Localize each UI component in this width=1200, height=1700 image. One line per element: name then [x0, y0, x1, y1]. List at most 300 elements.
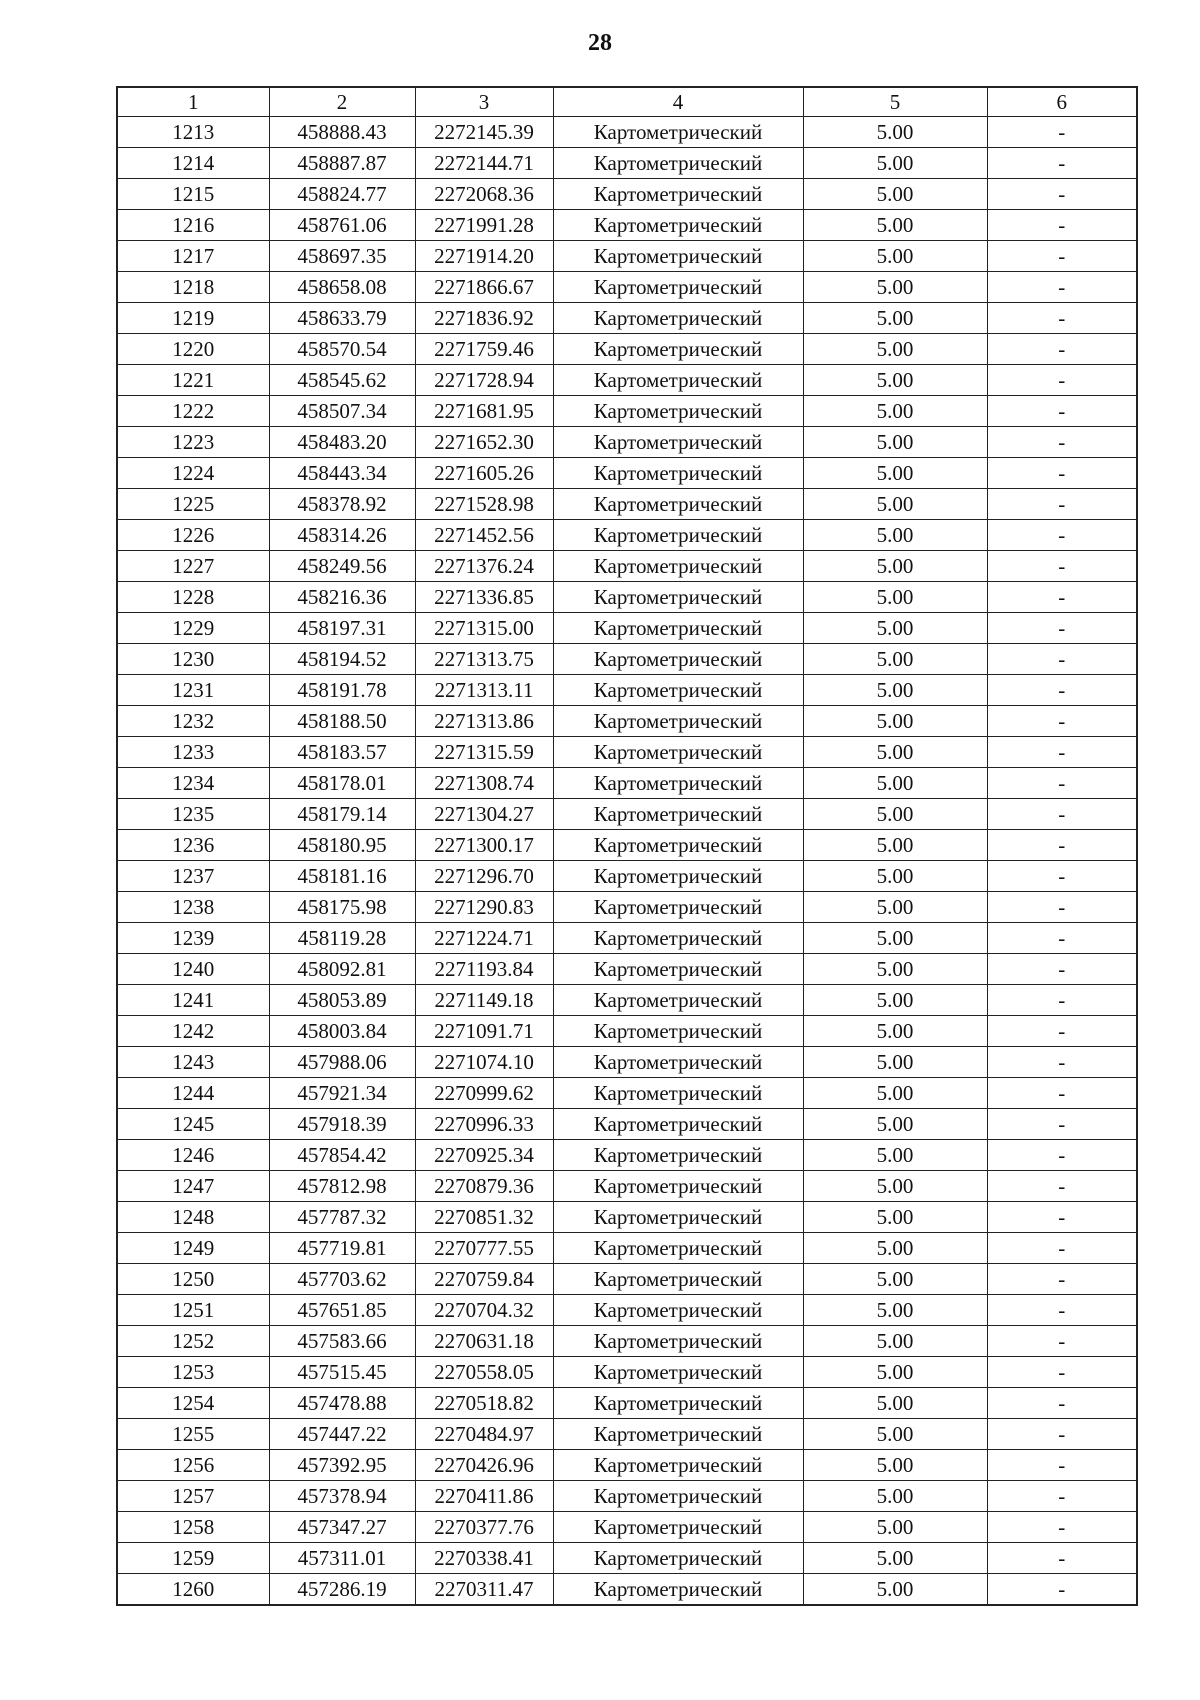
x-coordinate-cell: 458194.52: [269, 644, 415, 675]
x-coordinate-cell: 458179.14: [269, 799, 415, 830]
description-cell: -: [987, 303, 1137, 334]
accuracy-cell: 5.00: [803, 1388, 987, 1419]
x-coordinate-cell: 458761.06: [269, 210, 415, 241]
method-cell: Картометрический: [553, 489, 803, 520]
table-row: [117, 1171, 1137, 1202]
y-coordinate-cell: 2271836.92: [415, 303, 553, 334]
method-cell: Картометрический: [553, 923, 803, 954]
y-coordinate-cell: 2271914.20: [415, 241, 553, 272]
accuracy-cell: 5.00: [803, 768, 987, 799]
description-cell: -: [987, 210, 1137, 241]
accuracy-cell: 5.00: [803, 210, 987, 241]
point-number-cell: 1220: [117, 334, 269, 365]
accuracy-cell: 5.00: [803, 365, 987, 396]
table-row: [117, 1574, 1137, 1606]
x-coordinate-cell: 458053.89: [269, 985, 415, 1016]
point-number-cell: 1253: [117, 1357, 269, 1388]
point-number-cell: 1246: [117, 1140, 269, 1171]
x-coordinate-cell: 457286.19: [269, 1574, 415, 1606]
x-coordinate-cell: 458483.20: [269, 427, 415, 458]
method-cell: Картометрический: [553, 985, 803, 1016]
point-number-cell: 1213: [117, 117, 269, 148]
method-cell: Картометрический: [553, 613, 803, 644]
page-number: 28: [588, 30, 612, 56]
description-cell: -: [987, 737, 1137, 768]
point-number-cell: 1227: [117, 551, 269, 582]
y-coordinate-cell: 2270311.47: [415, 1574, 553, 1606]
accuracy-cell: 5.00: [803, 1512, 987, 1543]
x-coordinate-cell: 458178.01: [269, 768, 415, 799]
table-row: [117, 1264, 1137, 1295]
point-number-cell: 1255: [117, 1419, 269, 1450]
point-number-cell: 1234: [117, 768, 269, 799]
column-header: 6: [987, 87, 1137, 117]
table-row: [117, 551, 1137, 582]
accuracy-cell: 5.00: [803, 830, 987, 861]
table-row: [117, 737, 1137, 768]
method-cell: Картометрический: [553, 1047, 803, 1078]
description-cell: -: [987, 1419, 1137, 1450]
method-cell: Картометрический: [553, 551, 803, 582]
method-cell: Картометрический: [553, 1543, 803, 1574]
y-coordinate-cell: 2270925.34: [415, 1140, 553, 1171]
table-row: [117, 1078, 1137, 1109]
table-row: [117, 1109, 1137, 1140]
y-coordinate-cell: 2271728.94: [415, 365, 553, 396]
x-coordinate-cell: 458183.57: [269, 737, 415, 768]
description-cell: -: [987, 892, 1137, 923]
description-cell: -: [987, 768, 1137, 799]
x-coordinate-cell: 458658.08: [269, 272, 415, 303]
y-coordinate-cell: 2271605.26: [415, 458, 553, 489]
table-row: [117, 117, 1137, 148]
accuracy-cell: 5.00: [803, 1202, 987, 1233]
accuracy-cell: 5.00: [803, 179, 987, 210]
y-coordinate-cell: 2272144.71: [415, 148, 553, 179]
method-cell: Картометрический: [553, 799, 803, 830]
method-cell: Картометрический: [553, 1202, 803, 1233]
point-number-cell: 1235: [117, 799, 269, 830]
table-row: [117, 1202, 1137, 1233]
accuracy-cell: 5.00: [803, 1140, 987, 1171]
x-coordinate-cell: 458824.77: [269, 179, 415, 210]
x-coordinate-cell: 458507.34: [269, 396, 415, 427]
y-coordinate-cell: 2271091.71: [415, 1016, 553, 1047]
description-cell: -: [987, 458, 1137, 489]
accuracy-cell: 5.00: [803, 1574, 987, 1606]
y-coordinate-cell: 2271074.10: [415, 1047, 553, 1078]
method-cell: Картометрический: [553, 303, 803, 334]
y-coordinate-cell: 2271991.28: [415, 210, 553, 241]
point-number-cell: 1243: [117, 1047, 269, 1078]
x-coordinate-cell: 458175.98: [269, 892, 415, 923]
description-cell: -: [987, 1171, 1137, 1202]
table-row: [117, 489, 1137, 520]
accuracy-cell: 5.00: [803, 241, 987, 272]
x-coordinate-cell: 458180.95: [269, 830, 415, 861]
accuracy-cell: 5.00: [803, 1109, 987, 1140]
description-cell: -: [987, 1388, 1137, 1419]
description-cell: -: [987, 1574, 1137, 1606]
y-coordinate-cell: 2271866.67: [415, 272, 553, 303]
point-number-cell: 1236: [117, 830, 269, 861]
description-cell: -: [987, 1481, 1137, 1512]
method-cell: Картометрический: [553, 272, 803, 303]
x-coordinate-cell: 458545.62: [269, 365, 415, 396]
y-coordinate-cell: 2271290.83: [415, 892, 553, 923]
x-coordinate-cell: 458633.79: [269, 303, 415, 334]
y-coordinate-cell: 2271313.75: [415, 644, 553, 675]
point-number-cell: 1258: [117, 1512, 269, 1543]
point-number-cell: 1245: [117, 1109, 269, 1140]
accuracy-cell: 5.00: [803, 1233, 987, 1264]
method-cell: Картометрический: [553, 458, 803, 489]
point-number-cell: 1251: [117, 1295, 269, 1326]
method-cell: Картометрический: [553, 1109, 803, 1140]
accuracy-cell: 5.00: [803, 272, 987, 303]
description-cell: -: [987, 1326, 1137, 1357]
accuracy-cell: 5.00: [803, 1450, 987, 1481]
table-row: [117, 1357, 1137, 1388]
point-number-cell: 1250: [117, 1264, 269, 1295]
x-coordinate-cell: 458191.78: [269, 675, 415, 706]
description-cell: -: [987, 1450, 1137, 1481]
accuracy-cell: 5.00: [803, 737, 987, 768]
y-coordinate-cell: 2271193.84: [415, 954, 553, 985]
x-coordinate-cell: 458197.31: [269, 613, 415, 644]
table-row: [117, 1481, 1137, 1512]
description-cell: -: [987, 1109, 1137, 1140]
table-row: [117, 706, 1137, 737]
table-row: [117, 1388, 1137, 1419]
description-cell: -: [987, 1295, 1137, 1326]
point-number-cell: 1249: [117, 1233, 269, 1264]
column-header: 1: [117, 87, 269, 117]
x-coordinate-cell: 458443.34: [269, 458, 415, 489]
y-coordinate-cell: 2270996.33: [415, 1109, 553, 1140]
point-number-cell: 1229: [117, 613, 269, 644]
x-coordinate-cell: 457478.88: [269, 1388, 415, 1419]
accuracy-cell: 5.00: [803, 1357, 987, 1388]
point-number-cell: 1233: [117, 737, 269, 768]
accuracy-cell: 5.00: [803, 799, 987, 830]
accuracy-cell: 5.00: [803, 489, 987, 520]
accuracy-cell: 5.00: [803, 954, 987, 985]
x-coordinate-cell: 457392.95: [269, 1450, 415, 1481]
method-cell: Картометрический: [553, 1264, 803, 1295]
description-cell: -: [987, 985, 1137, 1016]
description-cell: -: [987, 1078, 1137, 1109]
description-cell: -: [987, 1140, 1137, 1171]
y-coordinate-cell: 2270558.05: [415, 1357, 553, 1388]
y-coordinate-cell: 2271296.70: [415, 861, 553, 892]
x-coordinate-cell: 457988.06: [269, 1047, 415, 1078]
method-cell: Картометрический: [553, 427, 803, 458]
table-row: [117, 1419, 1137, 1450]
description-cell: -: [987, 1233, 1137, 1264]
method-cell: Картометрический: [553, 241, 803, 272]
table-row: [117, 985, 1137, 1016]
column-header: 2: [269, 87, 415, 117]
y-coordinate-cell: 2271528.98: [415, 489, 553, 520]
table-row: [117, 148, 1137, 179]
point-number-cell: 1221: [117, 365, 269, 396]
x-coordinate-cell: 458092.81: [269, 954, 415, 985]
point-number-cell: 1215: [117, 179, 269, 210]
point-number-cell: 1223: [117, 427, 269, 458]
point-number-cell: 1242: [117, 1016, 269, 1047]
method-cell: Картометрический: [553, 1326, 803, 1357]
point-number-cell: 1230: [117, 644, 269, 675]
table-body: [117, 117, 1137, 1606]
table-row: [117, 210, 1137, 241]
y-coordinate-cell: 2271452.56: [415, 520, 553, 551]
table-row: [117, 272, 1137, 303]
description-cell: -: [987, 1357, 1137, 1388]
method-cell: Картометрический: [553, 1388, 803, 1419]
method-cell: Картометрический: [553, 954, 803, 985]
point-number-cell: 1226: [117, 520, 269, 551]
description-cell: -: [987, 520, 1137, 551]
y-coordinate-cell: 2271313.11: [415, 675, 553, 706]
table-row: [117, 954, 1137, 985]
accuracy-cell: 5.00: [803, 551, 987, 582]
point-number-cell: 1222: [117, 396, 269, 427]
point-number-cell: 1232: [117, 706, 269, 737]
method-cell: Картометрический: [553, 1419, 803, 1450]
x-coordinate-cell: 457787.32: [269, 1202, 415, 1233]
description-cell: -: [987, 241, 1137, 272]
point-number-cell: 1228: [117, 582, 269, 613]
method-cell: Картометрический: [553, 675, 803, 706]
y-coordinate-cell: 2271759.46: [415, 334, 553, 365]
point-number-cell: 1224: [117, 458, 269, 489]
x-coordinate-cell: 458570.54: [269, 334, 415, 365]
point-number-cell: 1256: [117, 1450, 269, 1481]
x-coordinate-cell: 457447.22: [269, 1419, 415, 1450]
method-cell: Картометрический: [553, 117, 803, 148]
x-coordinate-cell: 458888.43: [269, 117, 415, 148]
accuracy-cell: 5.00: [803, 117, 987, 148]
accuracy-cell: 5.00: [803, 985, 987, 1016]
description-cell: -: [987, 923, 1137, 954]
x-coordinate-cell: 457651.85: [269, 1295, 415, 1326]
accuracy-cell: 5.00: [803, 613, 987, 644]
accuracy-cell: 5.00: [803, 1419, 987, 1450]
y-coordinate-cell: 2271315.59: [415, 737, 553, 768]
x-coordinate-cell: 457812.98: [269, 1171, 415, 1202]
accuracy-cell: 5.00: [803, 458, 987, 489]
table-row: [117, 1326, 1137, 1357]
description-cell: -: [987, 1543, 1137, 1574]
accuracy-cell: 5.00: [803, 644, 987, 675]
method-cell: Картометрический: [553, 1233, 803, 1264]
table-row: [117, 458, 1137, 489]
y-coordinate-cell: 2271315.00: [415, 613, 553, 644]
accuracy-cell: 5.00: [803, 1047, 987, 1078]
table-row: [117, 303, 1137, 334]
x-coordinate-cell: 457921.34: [269, 1078, 415, 1109]
method-cell: Картометрический: [553, 768, 803, 799]
accuracy-cell: 5.00: [803, 1543, 987, 1574]
description-cell: -: [987, 644, 1137, 675]
coordinates-table: [116, 86, 1138, 1606]
table-row: [117, 1047, 1137, 1078]
y-coordinate-cell: 2271681.95: [415, 396, 553, 427]
description-cell: -: [987, 396, 1137, 427]
description-cell: -: [987, 1512, 1137, 1543]
point-number-cell: 1231: [117, 675, 269, 706]
x-coordinate-cell: 458887.87: [269, 148, 415, 179]
column-header: 4: [553, 87, 803, 117]
y-coordinate-cell: 2271149.18: [415, 985, 553, 1016]
method-cell: Картометрический: [553, 210, 803, 241]
x-coordinate-cell: 457918.39: [269, 1109, 415, 1140]
y-coordinate-cell: 2271313.86: [415, 706, 553, 737]
accuracy-cell: 5.00: [803, 520, 987, 551]
description-cell: -: [987, 706, 1137, 737]
table-row: [117, 582, 1137, 613]
description-cell: -: [987, 954, 1137, 985]
method-cell: Картометрический: [553, 737, 803, 768]
point-number-cell: 1239: [117, 923, 269, 954]
table-header: [117, 87, 1137, 117]
y-coordinate-cell: 2270377.76: [415, 1512, 553, 1543]
point-number-cell: 1214: [117, 148, 269, 179]
method-cell: Картометрический: [553, 706, 803, 737]
description-cell: -: [987, 551, 1137, 582]
table-row: [117, 520, 1137, 551]
y-coordinate-cell: 2270518.82: [415, 1388, 553, 1419]
point-number-cell: 1241: [117, 985, 269, 1016]
description-cell: -: [987, 148, 1137, 179]
method-cell: Картометрический: [553, 1171, 803, 1202]
table-row: [117, 675, 1137, 706]
table-row: [117, 179, 1137, 210]
description-cell: -: [987, 489, 1137, 520]
point-number-cell: 1248: [117, 1202, 269, 1233]
point-number-cell: 1247: [117, 1171, 269, 1202]
accuracy-cell: 5.00: [803, 582, 987, 613]
x-coordinate-cell: 457347.27: [269, 1512, 415, 1543]
x-coordinate-cell: 458314.26: [269, 520, 415, 551]
table-row: [117, 1512, 1137, 1543]
accuracy-cell: 5.00: [803, 1326, 987, 1357]
method-cell: Картометрический: [553, 1481, 803, 1512]
point-number-cell: 1238: [117, 892, 269, 923]
method-cell: Картометрический: [553, 179, 803, 210]
x-coordinate-cell: 458216.36: [269, 582, 415, 613]
description-cell: -: [987, 272, 1137, 303]
x-coordinate-cell: 457719.81: [269, 1233, 415, 1264]
method-cell: Картометрический: [553, 1450, 803, 1481]
x-coordinate-cell: 457583.66: [269, 1326, 415, 1357]
accuracy-cell: 5.00: [803, 1171, 987, 1202]
y-coordinate-cell: 2271304.27: [415, 799, 553, 830]
accuracy-cell: 5.00: [803, 706, 987, 737]
accuracy-cell: 5.00: [803, 923, 987, 954]
table-row: [117, 427, 1137, 458]
x-coordinate-cell: 457515.45: [269, 1357, 415, 1388]
x-coordinate-cell: 458249.56: [269, 551, 415, 582]
table-row: [117, 799, 1137, 830]
method-cell: Картометрический: [553, 365, 803, 396]
method-cell: Картометрический: [553, 1078, 803, 1109]
accuracy-cell: 5.00: [803, 1295, 987, 1326]
y-coordinate-cell: 2271652.30: [415, 427, 553, 458]
method-cell: Картометрический: [553, 520, 803, 551]
column-header: 3: [415, 87, 553, 117]
accuracy-cell: 5.00: [803, 1264, 987, 1295]
method-cell: Картометрический: [553, 1295, 803, 1326]
point-number-cell: 1217: [117, 241, 269, 272]
y-coordinate-cell: 2270777.55: [415, 1233, 553, 1264]
table-row: [117, 1140, 1137, 1171]
description-cell: -: [987, 675, 1137, 706]
x-coordinate-cell: 458181.16: [269, 861, 415, 892]
x-coordinate-cell: 458378.92: [269, 489, 415, 520]
point-number-cell: 1254: [117, 1388, 269, 1419]
method-cell: Картометрический: [553, 1016, 803, 1047]
description-cell: -: [987, 117, 1137, 148]
method-cell: Картометрический: [553, 644, 803, 675]
accuracy-cell: 5.00: [803, 675, 987, 706]
table-row: [117, 241, 1137, 272]
table-row: [117, 892, 1137, 923]
y-coordinate-cell: 2271224.71: [415, 923, 553, 954]
method-cell: Картометрический: [553, 148, 803, 179]
y-coordinate-cell: 2270484.97: [415, 1419, 553, 1450]
header-row: [117, 87, 1137, 117]
table-row: [117, 613, 1137, 644]
y-coordinate-cell: 2271376.24: [415, 551, 553, 582]
accuracy-cell: 5.00: [803, 1016, 987, 1047]
y-coordinate-cell: 2270411.86: [415, 1481, 553, 1512]
y-coordinate-cell: 2270879.36: [415, 1171, 553, 1202]
y-coordinate-cell: 2270851.32: [415, 1202, 553, 1233]
x-coordinate-cell: 458003.84: [269, 1016, 415, 1047]
accuracy-cell: 5.00: [803, 303, 987, 334]
y-coordinate-cell: 2272068.36: [415, 179, 553, 210]
description-cell: -: [987, 1016, 1137, 1047]
point-number-cell: 1260: [117, 1574, 269, 1606]
table-row: [117, 644, 1137, 675]
accuracy-cell: 5.00: [803, 148, 987, 179]
description-cell: -: [987, 799, 1137, 830]
method-cell: Картометрический: [553, 1512, 803, 1543]
table-row: [117, 1543, 1137, 1574]
y-coordinate-cell: 2270759.84: [415, 1264, 553, 1295]
x-coordinate-cell: 458697.35: [269, 241, 415, 272]
method-cell: Картометрический: [553, 582, 803, 613]
description-cell: -: [987, 1202, 1137, 1233]
table-row: [117, 830, 1137, 861]
table-row: [117, 1233, 1137, 1264]
method-cell: Картометрический: [553, 830, 803, 861]
description-cell: -: [987, 1264, 1137, 1295]
point-number-cell: 1259: [117, 1543, 269, 1574]
point-number-cell: 1257: [117, 1481, 269, 1512]
table-row: [117, 1016, 1137, 1047]
description-cell: -: [987, 365, 1137, 396]
accuracy-cell: 5.00: [803, 1078, 987, 1109]
method-cell: Картометрический: [553, 334, 803, 365]
x-coordinate-cell: 457378.94: [269, 1481, 415, 1512]
y-coordinate-cell: 2271336.85: [415, 582, 553, 613]
method-cell: Картометрический: [553, 892, 803, 923]
table-row: [117, 768, 1137, 799]
accuracy-cell: 5.00: [803, 396, 987, 427]
